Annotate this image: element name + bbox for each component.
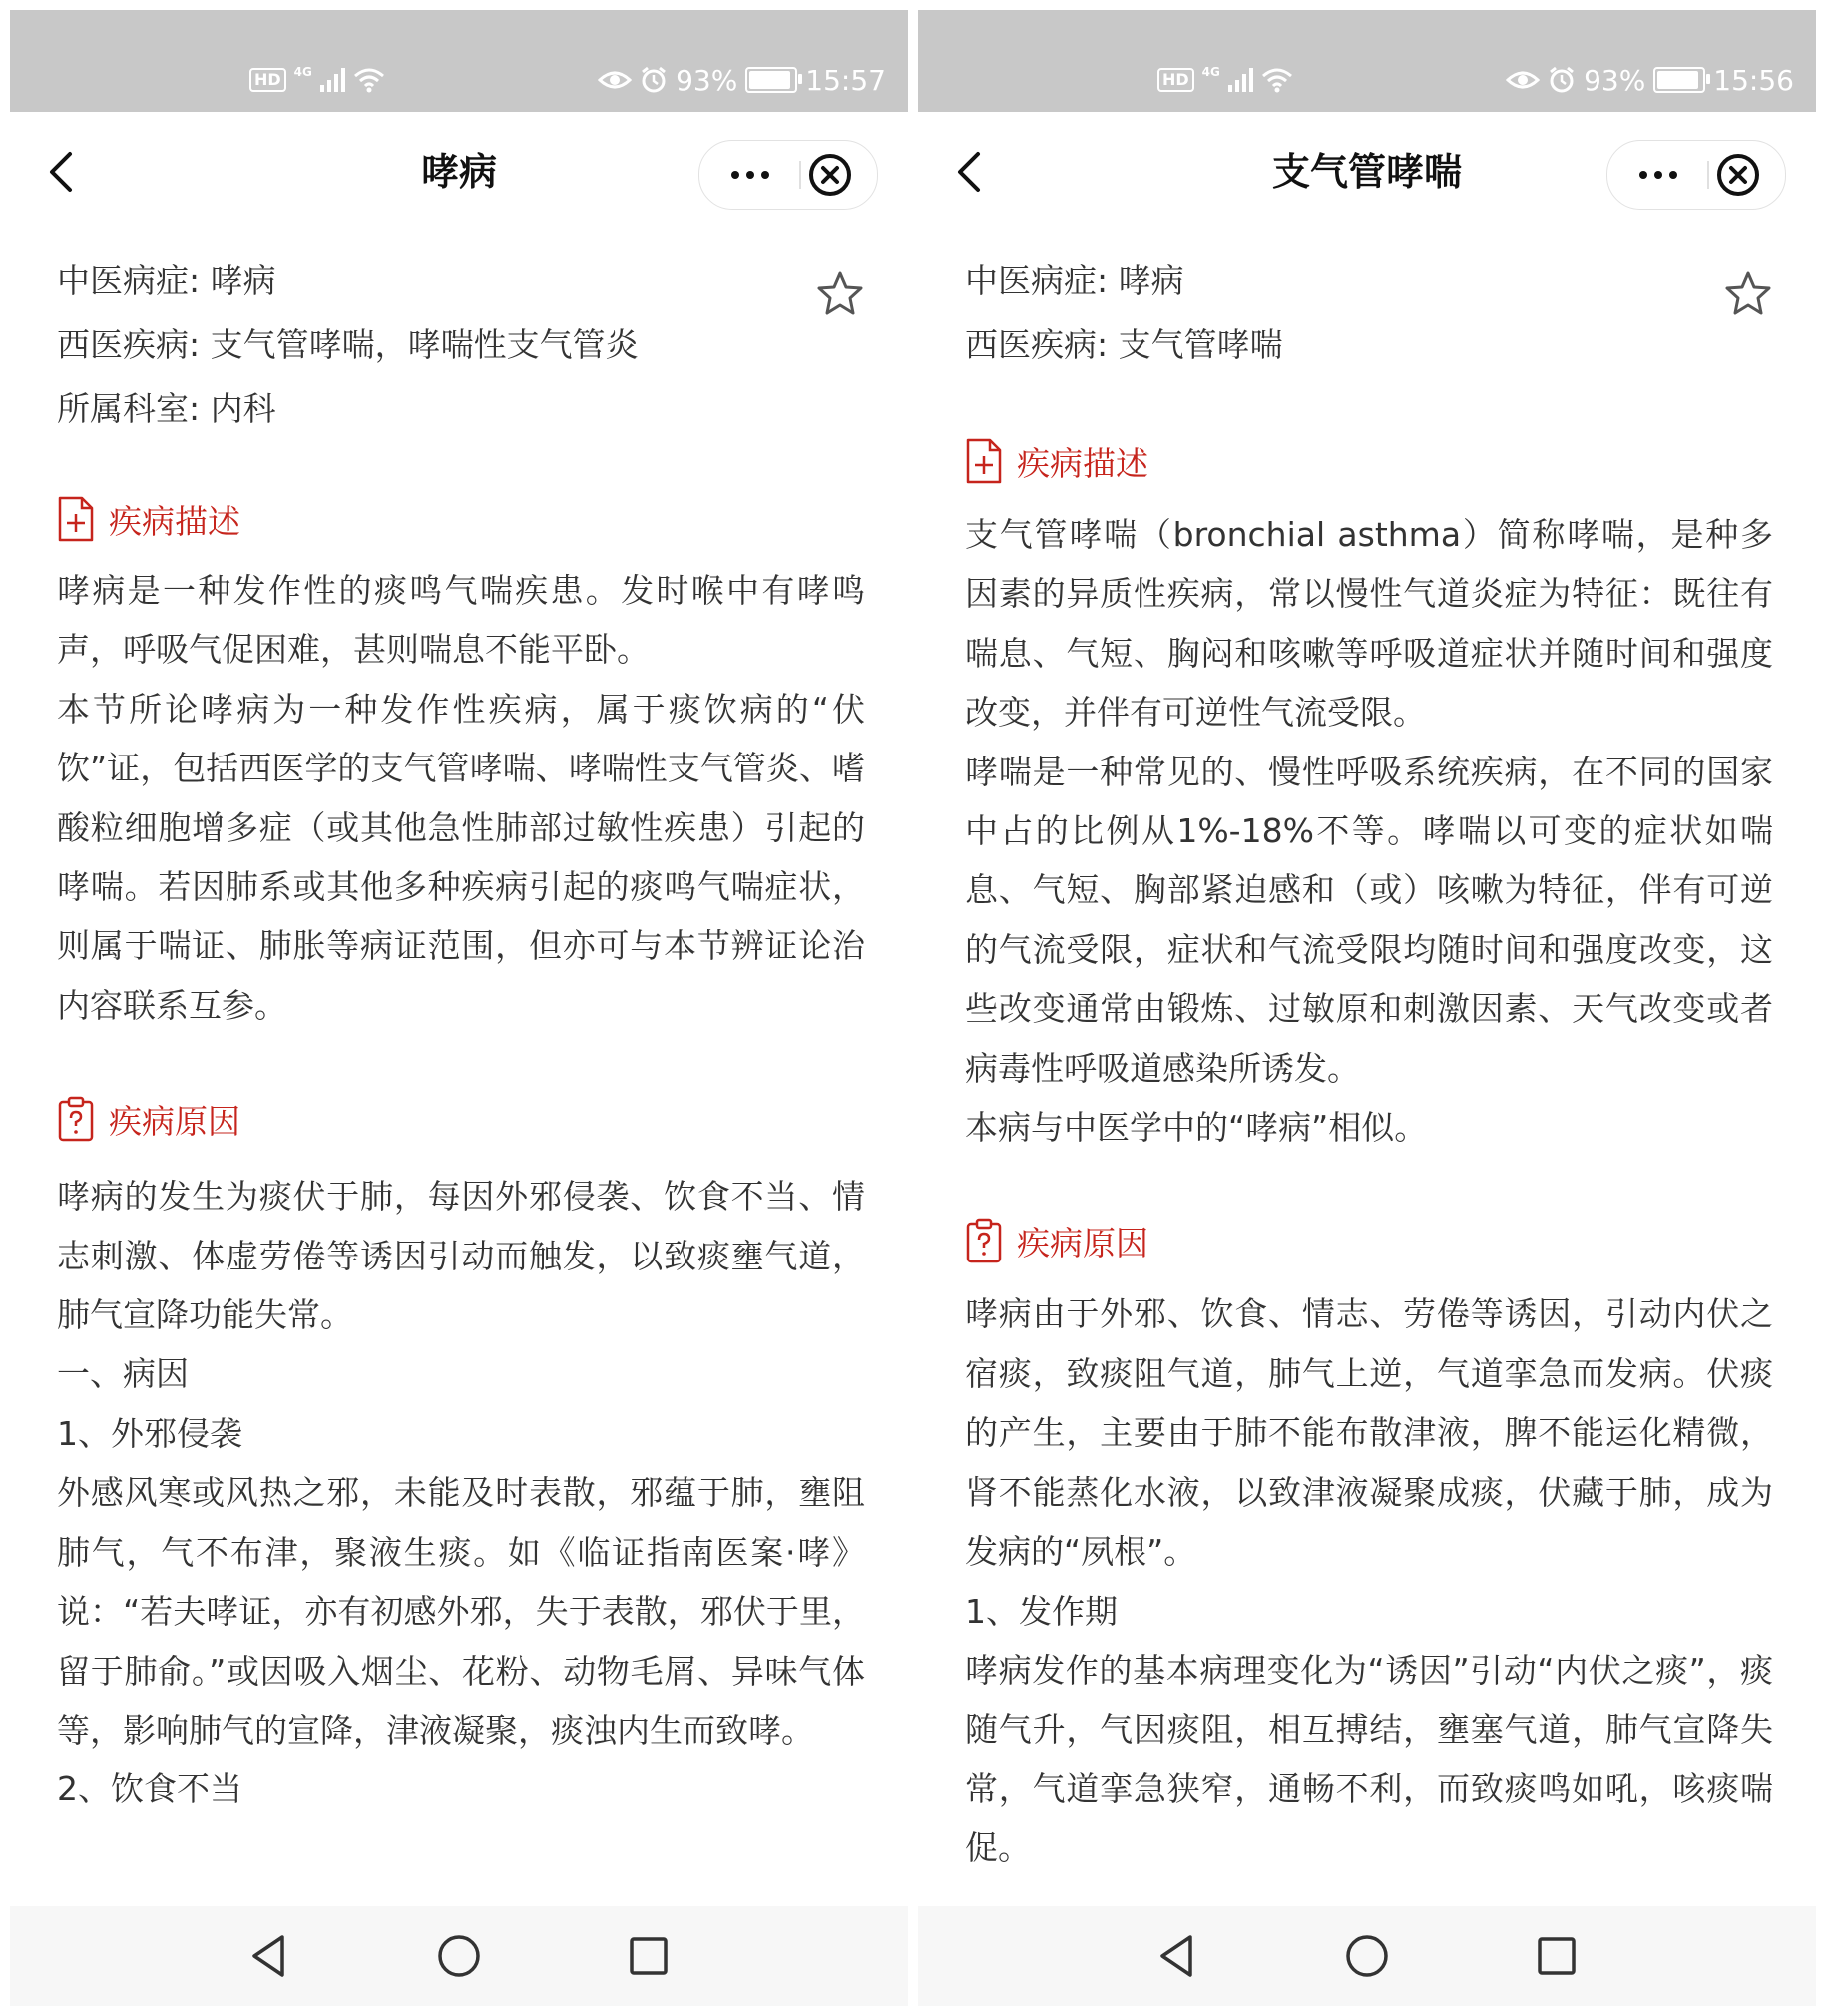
info-label: 西医疾病: <box>57 325 201 364</box>
content-area <box>57 250 865 1819</box>
section-title: 疾病描述 <box>109 501 240 541</box>
info-label: 中医病症: <box>965 261 1109 300</box>
capsule-divider <box>799 161 801 189</box>
triangle-back-icon[interactable] <box>244 1931 294 1981</box>
paragraph: 哮喘是一种常见的、慢性呼吸系统疾病，在不同的国家中占的比例从1%-18%不等。哮喘以可变的症状如喘息、气短、胸部紧迫感和（或）咳嗽为特征，伴有可逆的气流受限，症状和气流受限均随时间和强度改变，这些改变通常由锻炼、过敏原和刺激因素、天气改变或者病毒性呼吸道感染所诱发。 <box>965 752 1773 1088</box>
paragraph: 本病与中医学中的“哮病”相似。 <box>965 1108 1428 1148</box>
info-value: 哮病 <box>1118 261 1184 300</box>
clock: 15:56 <box>1713 63 1794 97</box>
nav-bar <box>918 112 1816 224</box>
section-title: 疾病原因 <box>1017 1223 1148 1262</box>
star-icon[interactable] <box>1723 269 1773 319</box>
paragraph: 外感风寒或风热之邪，未能及时表散，邪蕴于肺，壅阻肺气，气不布津，聚液生痰。如《临证指南医案·哮》说：“若夫哮证，亦有初感外邪，失于表散，邪伏于里，留于肺俞。”或因吸入烟尘、花粉、动物毛屑、异味气体等，影响肺气的宣降，津液凝聚，痰浊内生而致哮。 <box>57 1473 865 1750</box>
status-bar <box>918 10 1816 112</box>
info-label: 西医疾病: <box>965 325 1109 364</box>
eye-icon <box>1506 68 1540 92</box>
description-heading <box>57 489 865 549</box>
medical-doc-plus-icon <box>965 437 1003 485</box>
battery-icon <box>745 67 797 93</box>
info-label: 所属科室: <box>57 389 201 428</box>
circle-home-icon[interactable] <box>1342 1931 1392 1981</box>
paragraph: 一、病因 <box>57 1354 189 1394</box>
page-title: 支气管哮喘 <box>1271 150 1462 194</box>
right-screen <box>918 10 1816 2006</box>
circle-home-icon[interactable] <box>434 1931 484 1981</box>
info-department <box>57 377 865 441</box>
description-body <box>965 505 1773 1157</box>
clock: 15:57 <box>805 63 886 97</box>
square-recent-icon[interactable] <box>624 1931 674 1981</box>
clipboard-question-icon <box>57 1095 95 1143</box>
paragraph: 哮病的发生为痰伏于肺，每因外邪侵袭、饮食不当、情志刺激、体虚劳倦等诱因引动而触发，以致痰壅气道，肺气宣降功能失常。 <box>57 1177 865 1335</box>
paragraph: 哮病发作的基本病理变化为“诱因”引动“内伏之痰”，痰随气升，气因痰阻，相互搏结，壅塞气道，肺气宣降失常，气道挛急狭窄，通畅不利，而致痰鸣如吼，咳痰喘促。 <box>965 1650 1773 1868</box>
cause-heading <box>57 1089 865 1149</box>
info-tcm-symptom <box>965 250 1773 313</box>
signal-bars-icon <box>320 68 345 92</box>
network-label: 4G <box>293 65 312 79</box>
signal-bars-icon <box>1228 68 1253 92</box>
cause-body <box>965 1284 1773 1877</box>
page-title: 哮病 <box>420 150 497 194</box>
wifi-icon <box>353 67 385 93</box>
info-value: 内科 <box>210 389 276 428</box>
wifi-icon <box>1261 67 1293 93</box>
nav-bar <box>10 112 908 224</box>
cause-body <box>57 1167 865 1818</box>
info-tcm-symptom <box>57 250 865 313</box>
star-icon[interactable] <box>815 269 865 319</box>
info-value: 支气管哮喘，哮喘性支气管炎 <box>210 325 639 364</box>
medical-doc-plus-icon <box>57 495 95 543</box>
cause-heading <box>965 1211 1773 1270</box>
square-recent-icon[interactable] <box>1532 1931 1582 1981</box>
alarm-icon <box>640 66 668 94</box>
paragraph: 支气管哮喘（bronchial asthma）简称哮喘，是种多因素的异质性疾病，常以慢性气道炎症为特征：既往有喘息、气短、胸闷和咳嗽等呼吸道症状并随时间和强度改变，并伴有可逆性气流受限。 <box>965 515 1773 733</box>
more-dots-icon[interactable] <box>713 141 787 209</box>
left-screen <box>10 10 908 2006</box>
network-label: 4G <box>1201 65 1220 79</box>
system-nav-bar <box>918 1906 1816 2006</box>
battery-icon <box>1653 67 1705 93</box>
battery-percent: 93% <box>676 63 738 97</box>
status-bar <box>10 10 908 112</box>
eye-icon <box>598 68 632 92</box>
paragraph: 哮病是一种发作性的痰鸣气喘疾患。发时喉中有哮鸣声，呼吸气促困难，甚则喘息不能平卧。 <box>57 571 865 670</box>
triangle-back-icon[interactable] <box>1152 1931 1202 1981</box>
content-area <box>965 250 1773 1878</box>
system-nav-bar <box>10 1906 908 2006</box>
paragraph: 1、发作期 <box>965 1591 1118 1631</box>
paragraph: 哮病由于外邪、饮食、情志、劳倦等诱因，引动内伏之宿痰，致痰阻气道，肺气上逆，气道挛急而发病。伏痰的产生，主要由于肺不能布散津液，脾不能运化精微，肾不能蒸化水液，以致津液凝聚成痰，伏藏于肺，成为发病的“夙根”。 <box>965 1294 1773 1572</box>
hd-badge: HD <box>249 68 286 92</box>
paragraph: 本节所论哮病为一种发作性疾病，属于痰饮病的“伏饮”证，包括西医学的支气管哮喘、哮喘性支气管炎、嗜酸粒细胞增多症（或其他急性肺部过敏性疾患）引起的哮喘。若因肺系或其他多种疾病引起的痰鸣气喘症状，则属于喘证、肺胀等病证范围，但亦可与本节辨证论治内容联系互参。 <box>57 689 865 1025</box>
info-western-disease <box>965 313 1773 377</box>
hd-badge: HD <box>1157 68 1194 92</box>
capsule-divider <box>1707 161 1709 189</box>
battery-percent: 93% <box>1584 63 1646 97</box>
clipboard-question-icon <box>965 1217 1003 1264</box>
menu-capsule <box>698 140 878 210</box>
description-body <box>57 561 865 1035</box>
section-title: 疾病描述 <box>1017 443 1148 483</box>
description-heading <box>965 431 1773 491</box>
info-value: 哮病 <box>210 261 276 300</box>
menu-capsule <box>1606 140 1786 210</box>
section-title: 疾病原因 <box>109 1101 240 1141</box>
close-circle-icon[interactable] <box>807 152 853 198</box>
info-western-disease <box>57 313 865 377</box>
close-circle-icon[interactable] <box>1715 152 1761 198</box>
info-value: 支气管哮喘 <box>1118 325 1283 364</box>
paragraph: 1、外邪侵袭 <box>57 1413 242 1453</box>
paragraph: 2、饮食不当 <box>57 1769 242 1809</box>
alarm-icon <box>1548 66 1576 94</box>
info-label: 中医病症: <box>57 261 201 300</box>
more-dots-icon[interactable] <box>1621 141 1695 209</box>
